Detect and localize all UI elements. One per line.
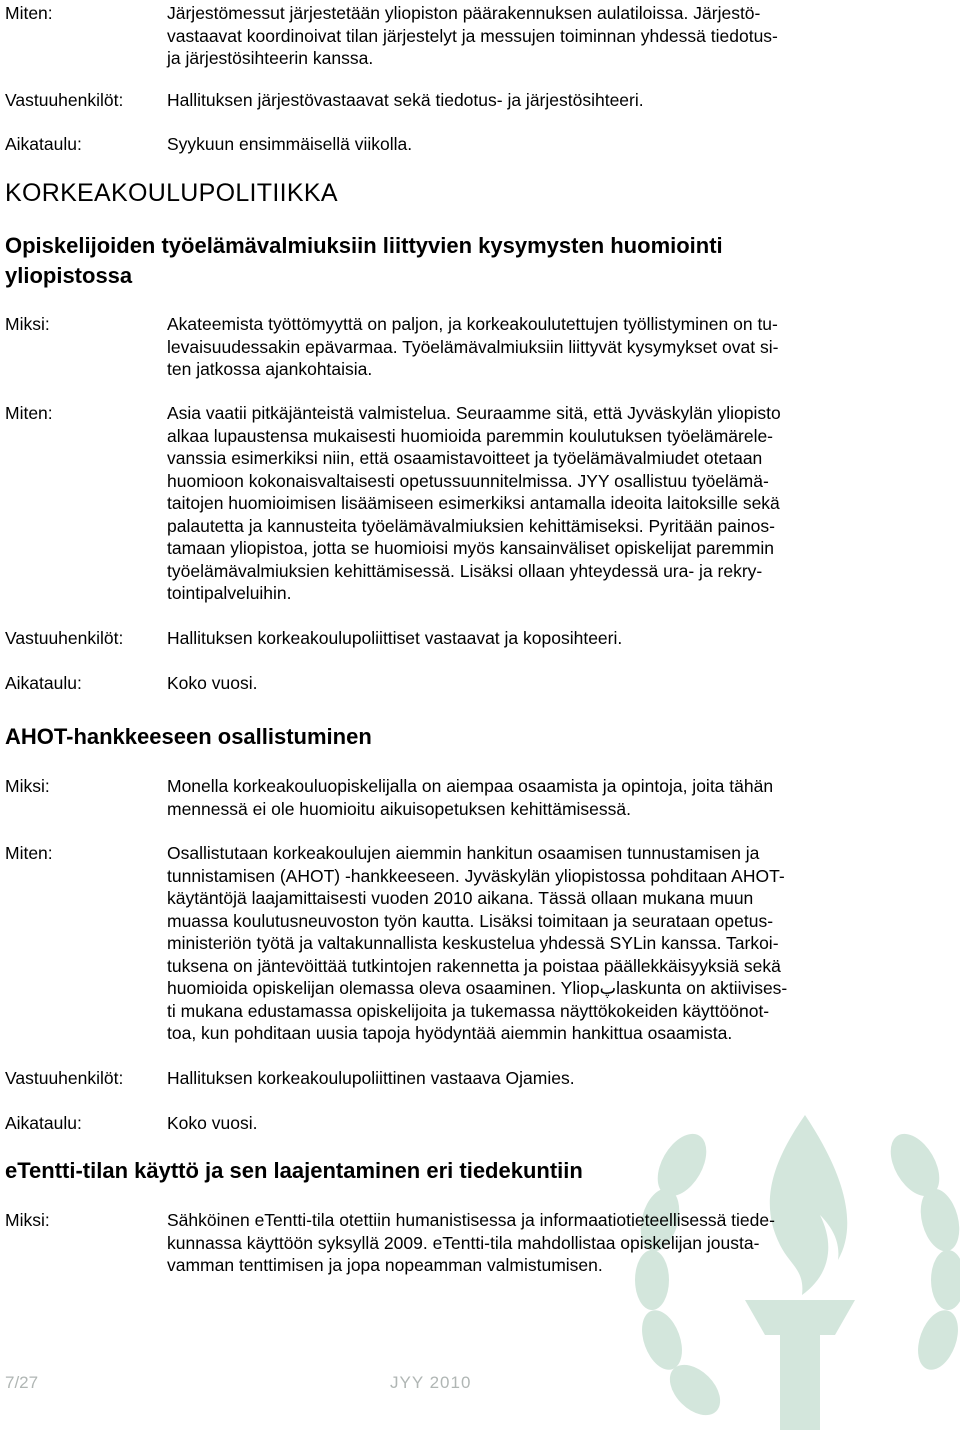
miksi-label: Miksi: <box>5 1210 50 1230</box>
text-line: kunnassa käyttöön syksyllä 2009. eTentti-tila mahdollistaa opiskelijan jousta- <box>167 1232 760 1253</box>
text-line: ja järjestösihteerin kanssa. <box>167 48 374 68</box>
page-number: 7/27 <box>5 1373 39 1392</box>
text-line: ten jatkossa ajankohtaisia. <box>167 359 373 379</box>
text-line: tointipalveluihin. <box>167 583 292 603</box>
miten-label: Miten: <box>5 3 53 23</box>
miten-label: Miten: <box>5 403 53 423</box>
miksi-label: Miksi: <box>5 776 50 796</box>
vastuu-text: Hallituksen järjestövastaavat sekä tiedotus- ja järjestösihteeri. <box>167 90 644 110</box>
text-line: alkaa lupaustensa mukaisesti huomioida paremmin koulutuksen työelämärele- <box>167 425 774 446</box>
text-line: tuksena on jäntevöittää tutkintojen rakennetta ja poistaa päällekkäisyyksiä sekä <box>167 955 781 976</box>
text-line: Järjestömessut järjestetään yliopiston päärakennuksen aulatiloissa. Järjestö- <box>167 3 761 23</box>
vastuu-text: Hallituksen korkeakoulupoliittinen vastaava Ojamies. <box>167 1068 575 1088</box>
subsection-title: eTentti-tilan käyttö ja sen laajentaminen eri tiedekuntiin <box>5 1158 583 1183</box>
text-line: huomioida opiskelijan olemassa oleva osaaminen. Yliopپlaskunta on aktiivises- <box>167 978 788 998</box>
title-line: yliopistossa <box>5 263 133 288</box>
text-line: mennessä ei ole huomioitu aikuisopetuksen kehittämisessä. <box>167 798 632 819</box>
subsection-title <box>5 231 723 291</box>
aikataulu-label: Aikataulu: <box>5 134 82 154</box>
section-title: KORKEAKOULUPOLITIIKKA <box>5 179 338 207</box>
text-line: tunnistamisen (AHOT) -hankkeeseen. Jyväskylän yliopistossa pohditaan AHOT- <box>167 865 785 886</box>
text-line: ministeriön työtä ja valtakunnallista keskustelua yhdessä SYLin kanssa. Tarkoi- <box>167 933 779 953</box>
text-line: Monella korkeakouluopiskelijalla on aiempaa osaamista ja opintoja, joita tähän <box>167 776 774 796</box>
miksi-label: Miksi: <box>5 314 50 334</box>
text-line: työelämävalmiuksien kehittämisessä. Lisäksi ollaan yhteydessä ura- ja rekry- <box>167 560 763 581</box>
footer-org-year: JYY 2010 <box>390 1373 472 1392</box>
text-line: ti mukana edustamassa opiskelijoita ja tukemassa näyttökokeiden käyttöönot- <box>167 1000 770 1021</box>
aikataulu-text: Syykuun ensimmäisellä viikolla. <box>167 134 413 154</box>
vastuu-label: Vastuuhenkilöt: <box>5 628 124 648</box>
miten-text <box>167 2 862 70</box>
vastuu-label: Vastuuhenkilöt: <box>5 1068 124 1088</box>
text-line: käytäntöjä laajamittaisesti vuoden 2010 aikana. Tässä ollaan mukana muun <box>167 888 754 908</box>
vastuu-label: Vastuuhenkilöt: <box>5 90 124 110</box>
aikataulu-text: Koko vuosi. <box>167 1113 258 1133</box>
aikataulu-text: Koko vuosi. <box>167 673 258 693</box>
aikataulu-label: Aikataulu: <box>5 1113 82 1133</box>
text-line: muassa koulutusneuvoston työn kautta. Lisäksi toimitaan ja seurataan opetus- <box>167 910 774 931</box>
text-line: Osallistutaan korkeakoulujen aiemmin hankitun osaamisen tunnustamisen ja <box>167 843 760 863</box>
subsection-title: AHOT-hankkeeseen osallistuminen <box>5 724 372 749</box>
text-line: Akateemista työttömyyttä on paljon, ja korkeakoulutettujen työllistyminen on tu- <box>167 314 778 334</box>
text-line: palautetta ja kannusteita työelämävalmiuksien kehittämiseksi. Pyritään painos- <box>167 515 775 536</box>
text-line: toa, kun pohditaan uusia tapoja hyödyntää aiemmin hankittua osaamista. <box>167 1023 733 1043</box>
title-line: Opiskelijoiden työelämävalmiuksiin liittyvien kysymysten huomiointi <box>5 233 723 258</box>
text-line: vamman tenttimisen ja jopa nopeamman valmistumisen. <box>167 1255 603 1275</box>
text-line: levaisuudessakin epävarmaa. Työelämävalmiuksiin liittyvät kysymykset ovat si- <box>167 336 779 357</box>
text-line: vastaavat koordinoivat tilan järjestelyt ja messujen toiminnan yhdessä tiedotus- <box>167 25 778 46</box>
text-line: huomioon kokonaisvaltaisesti opetussuunnitelmissa. JYY osallistuu työelämä- <box>167 470 769 491</box>
text-line: Sähköinen eTentti-tila otettiin humanistisessa ja informaatiotieteellisessä tiede- <box>167 1210 775 1230</box>
aikataulu-label: Aikataulu: <box>5 673 82 693</box>
miten-label: Miten: <box>5 843 53 863</box>
text-line: taitojen huomioimisen lisäämiseen esimerkiksi antamalla ideoita laitoksille sekä <box>167 493 780 513</box>
text-line: vanssia esimerkiksi niin, että osaamistavoitteet ja työelämävalmiudet otetaan <box>167 448 763 468</box>
text-line: tamaan yliopistoa, jotta se huomioisi myös kansainväliset opiskelijat paremmin <box>167 538 774 558</box>
vastuu-text: Hallituksen korkeakoulupoliittiset vastaavat ja koposihteeri. <box>167 628 623 648</box>
text-line: Asia vaatii pitkäjänteistä valmistelua. Seuraamme sitä, että Jyväskylän yliopisto <box>167 403 781 423</box>
